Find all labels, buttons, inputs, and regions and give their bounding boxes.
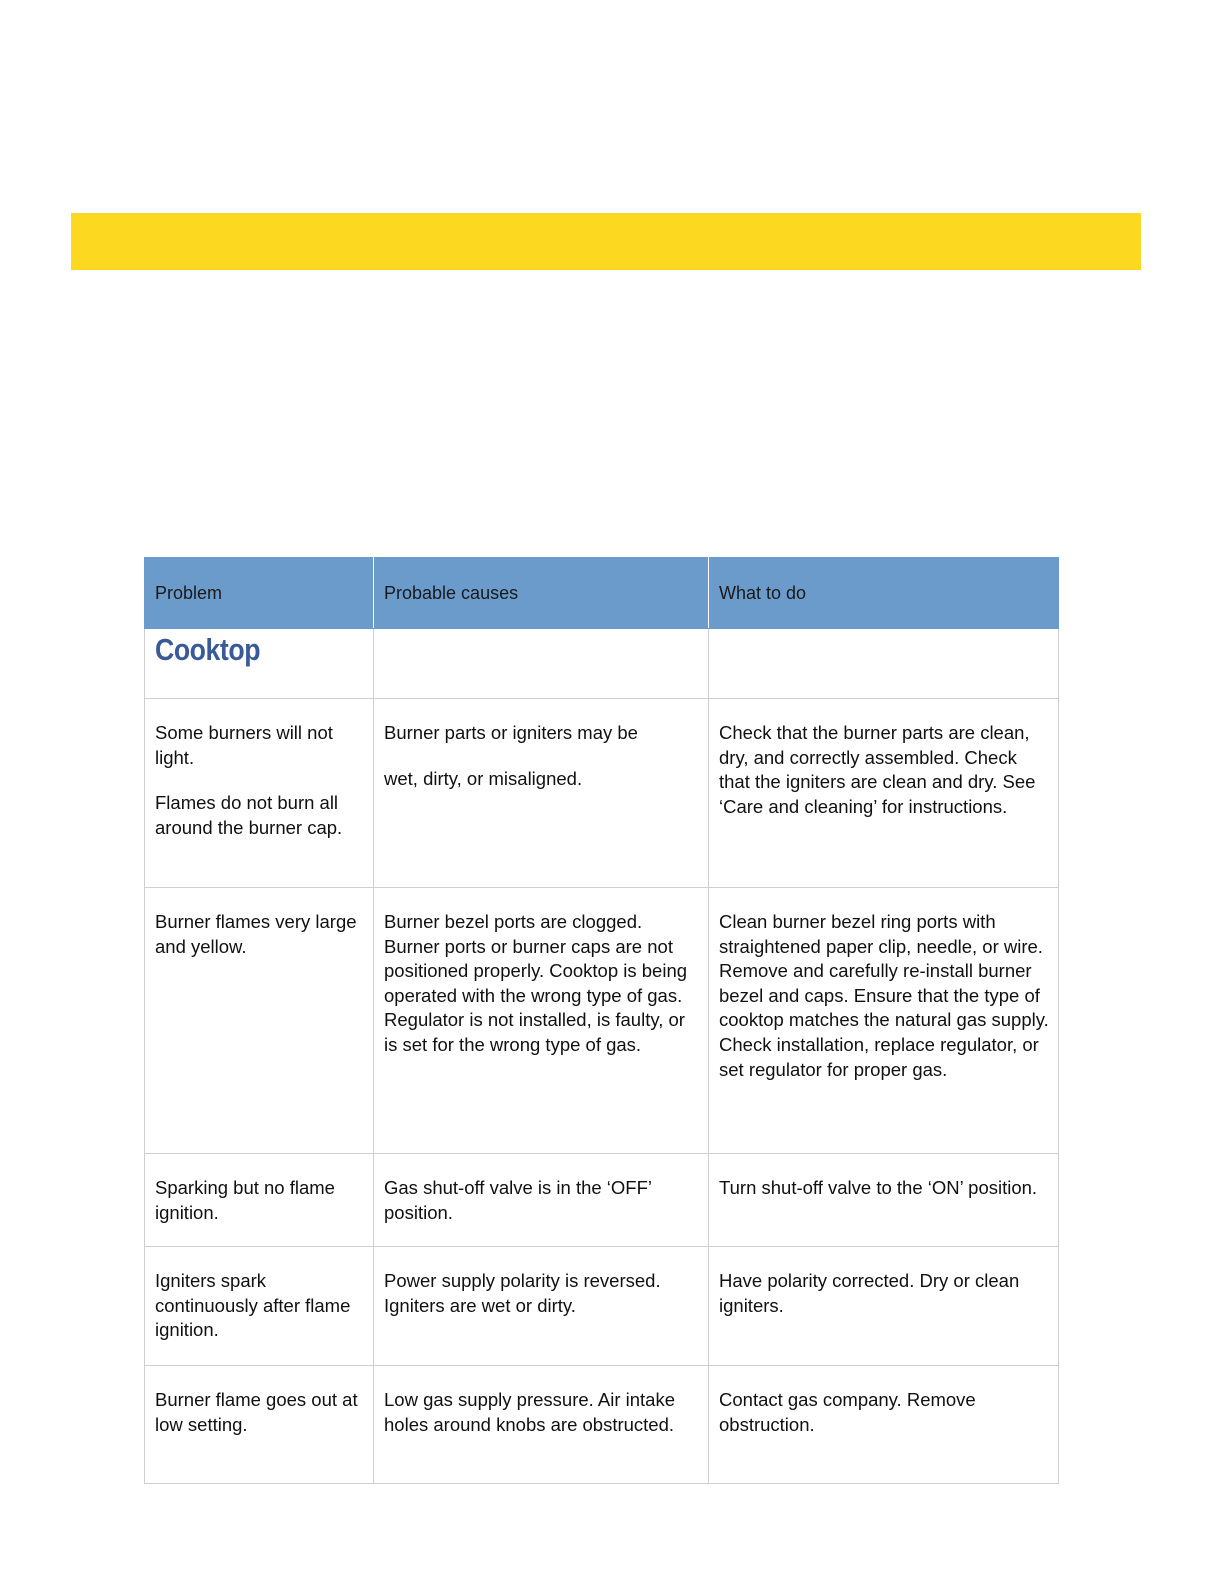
yellow-banner — [71, 213, 1141, 270]
table-row — [145, 699, 1059, 888]
empty-cell — [374, 629, 709, 699]
causes-text: wet, dirty, or misaligned. — [384, 767, 583, 789]
header-what-to-do: What to do — [709, 558, 1059, 629]
section-row — [145, 629, 1059, 699]
table-header-row — [145, 558, 1059, 629]
table-row — [145, 1154, 1059, 1247]
table-row — [145, 1247, 1059, 1366]
action-cell: Have polarity corrected. Dry or clean igniters. — [709, 1247, 1059, 1366]
section-cell — [145, 629, 374, 699]
causes-text: Burner parts or igniters may be — [384, 722, 638, 743]
problem-text: Some burners will not light. — [155, 722, 333, 768]
problem-cell: Sparking but no flame ignition. — [145, 1154, 374, 1247]
problem-cell: Igniters spark continuously after flame ignition. — [145, 1247, 374, 1366]
action-cell: Clean burner bezel ring ports with straightened paper clip, needle, or wire. Remove and carefully re-install burner bezel and caps. Ensure that the type of cooktop matches the natural gas supply. Check installation, replace regulator, or set regulator for proper gas. — [709, 888, 1059, 1154]
problem-cell: Burner flames very large and yellow. — [145, 888, 374, 1154]
causes-cell — [374, 699, 709, 888]
causes-cell: Burner bezel ports are clogged. Burner ports or burner caps are not positioned properly. Cooktop is being operated with the wrong type of gas. Regulator is not installed, is faulty, or is set for the wrong type of gas. — [374, 888, 709, 1154]
header-probable-causes: Probable causes — [374, 558, 709, 629]
empty-cell — [709, 629, 1059, 699]
causes-cell: Power supply polarity is reversed. Igniters are wet or dirty. — [374, 1247, 709, 1366]
table-row — [145, 888, 1059, 1154]
causes-cell: Gas shut-off valve is in the ‘OFF’ position. — [374, 1154, 709, 1247]
action-cell: Check that the burner parts are clean, dry, and correctly assembled. Check that the igniters are clean and dry. See ‘Care and cleaning’ for instructions. — [709, 699, 1059, 888]
problem-cell: Burner flame goes out at low setting. — [145, 1366, 374, 1484]
table-row — [145, 1366, 1059, 1484]
troubleshooting-table — [144, 557, 1059, 1484]
action-cell: Turn shut-off valve to the ‘ON’ position. — [709, 1154, 1059, 1247]
section-title: Cooktop — [155, 632, 261, 667]
action-cell: Contact gas company. Remove obstruction. — [709, 1366, 1059, 1484]
problem-cell — [145, 699, 374, 888]
problem-text: Flames do not burn all around the burner cap. — [155, 792, 343, 838]
causes-cell: Low gas supply pressure. Air intake holes around knobs are obstructed. — [374, 1366, 709, 1484]
header-problem: Problem — [145, 558, 374, 629]
